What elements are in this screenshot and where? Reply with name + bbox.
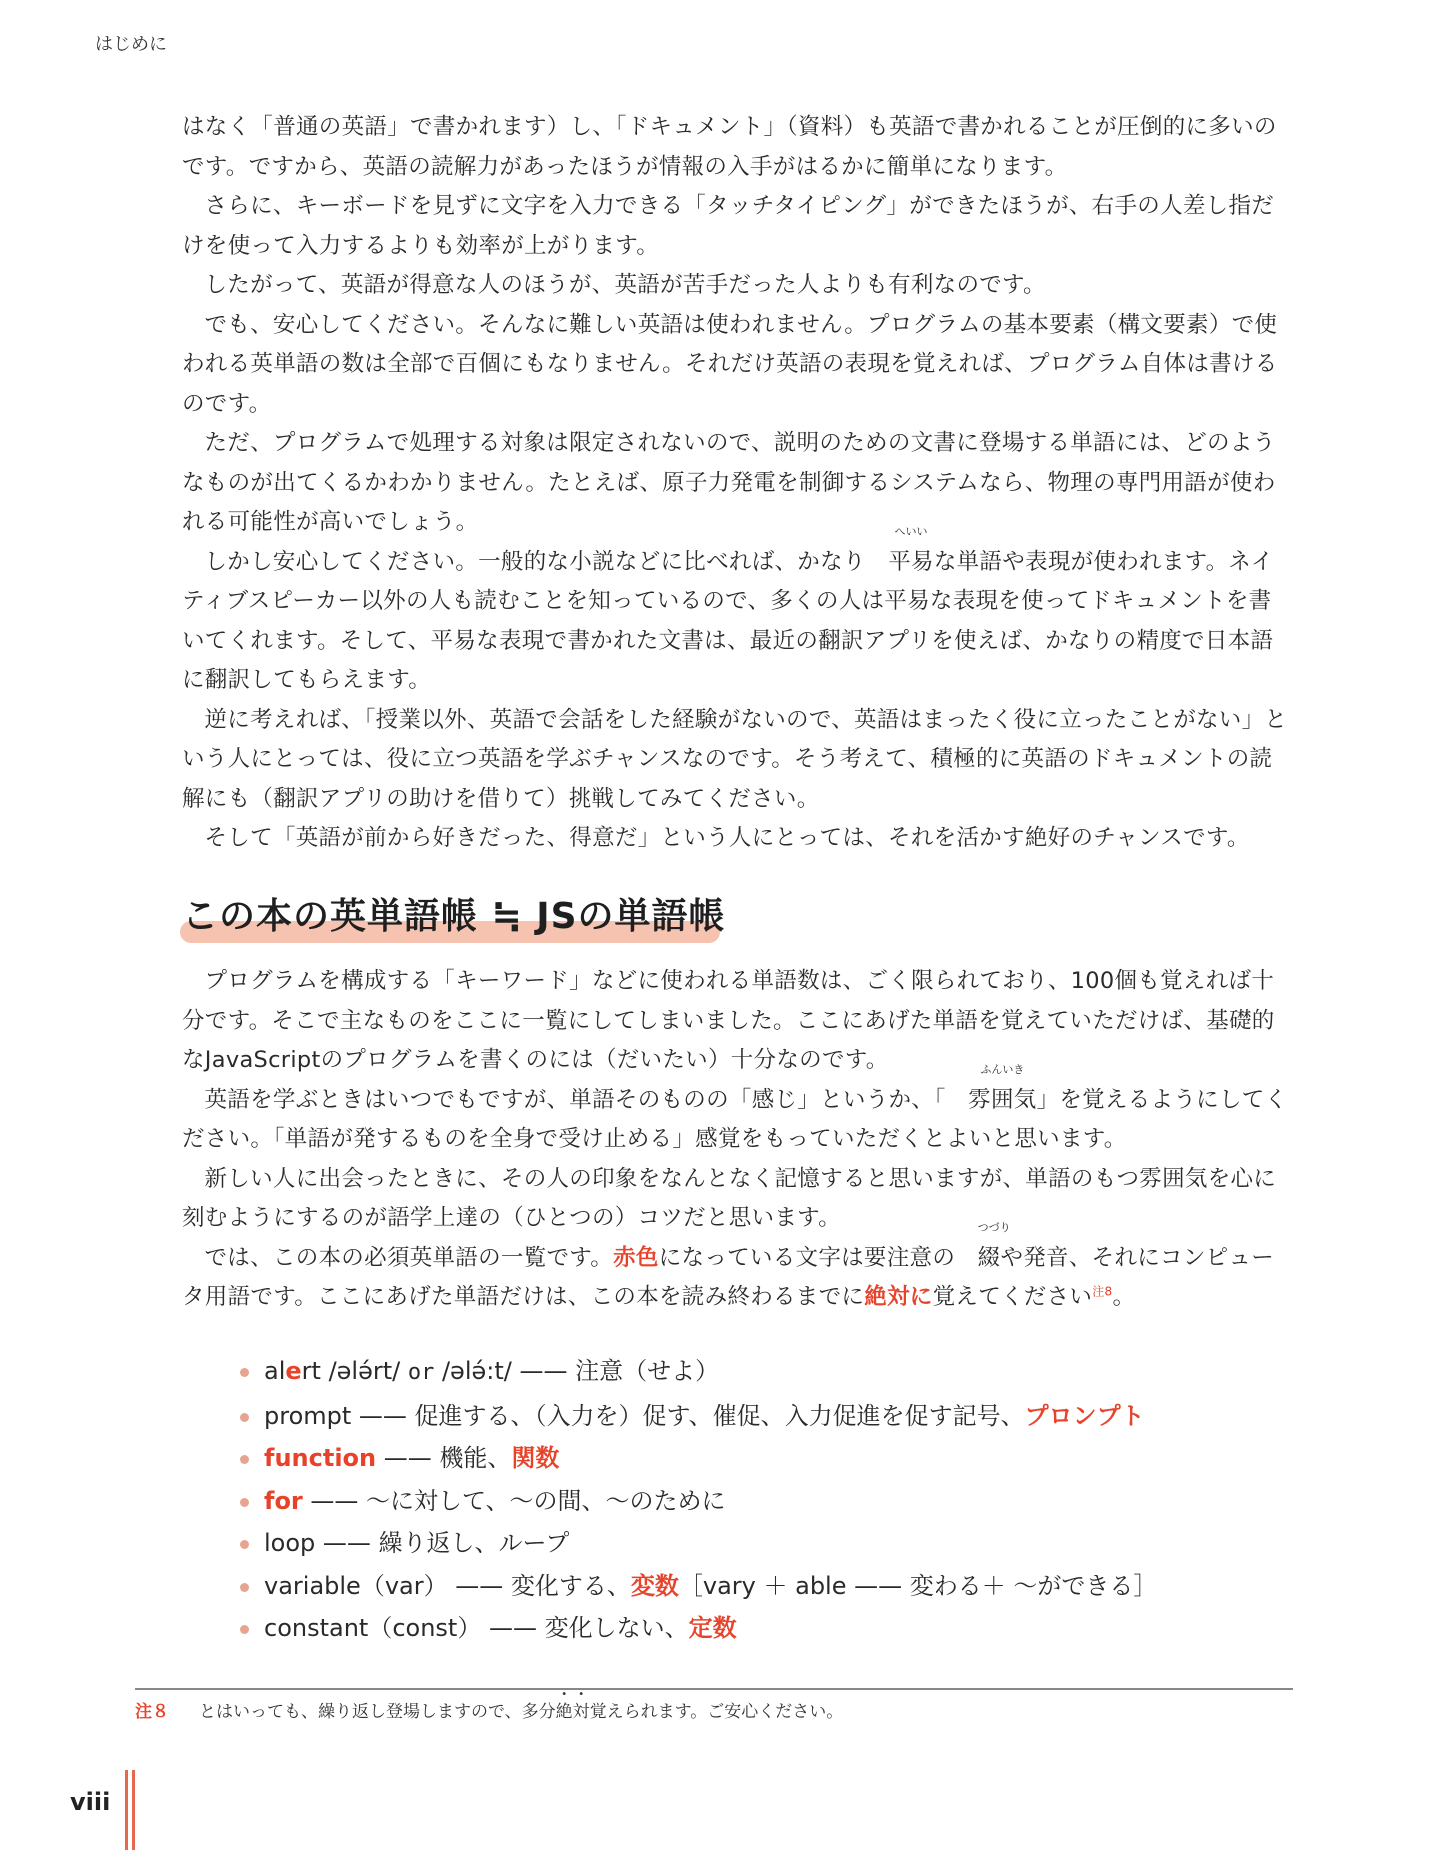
paragraph: 逆に考えれば、「授業以外、英語で会話をした経験がないので、英語はまったく役に立ったことがない」という人にとっては、役に立つ英語を学ぶチャンスなのです。そう考えて、積極的に英語のドキュメントの読解にも（翻訳アプリの助けを借りて）挑戦してみてください。 xyxy=(182,706,1288,812)
vocab-item-for xyxy=(240,1480,1157,1523)
paragraph: そして「英語が前から好きだった、得意だ」という人にとっては、それを活かす絶好のチャンスです。 xyxy=(204,825,1250,851)
paragraph: ただ、プログラムで処理する対象は限定されないので、説明のための文書に登場する単語には、どのようなものが出てくるかわかりません。たとえば、原子力発電を制御するシステムなら、物理の専門用語が使われる可能性が高いでしょう。 xyxy=(182,430,1276,535)
footnote xyxy=(135,1697,843,1722)
meaning: —— 〜に対して、〜の間、〜のために xyxy=(302,1486,726,1515)
paragraph xyxy=(182,1220,1292,1318)
vocab-item-loop xyxy=(240,1522,1157,1565)
ruby-word xyxy=(955,1220,1011,1279)
text: な単語や表現が使われます。ネイティブスピーカー以外の人も読むことを知っているので、多くの人は平易な表現を使ってドキュメントを書いてくれます。そして、平易な表現で書かれた文書は、最近の翻訳アプリを使えば、かなりの精度で日本語に翻訳してもらえます。 xyxy=(182,548,1274,693)
ruby-reading: ふんいき xyxy=(980,1062,1025,1076)
word: rt xyxy=(301,1357,321,1385)
section-body xyxy=(182,962,1292,1318)
paragraph: プログラムを構成する「キーワード」などに使われる単語数は、ごく限られており、100個も覚えれば十分です。そこで主なものをここに一覧にしてしまいました。ここにあげた単語を覚えていただけば、基礎的なJavaScriptのプログラムを書くのには（だいたい）十分なのです。 xyxy=(182,968,1275,1073)
emphasis-char: 対 xyxy=(572,1702,590,1722)
paragraph xyxy=(182,524,1292,701)
red-letter: e xyxy=(285,1357,302,1385)
page-number: viii xyxy=(70,1788,111,1816)
ruby-word xyxy=(946,1062,1037,1121)
ruby-base: 綴 xyxy=(977,1244,1001,1271)
word: prompt xyxy=(264,1401,352,1430)
red-emphasis: 絶対に xyxy=(864,1284,933,1310)
etymology: ［vary ＋ able —— 変わる＋ 〜ができる］ xyxy=(678,1571,1158,1600)
paragraph: はなく「普通の英語」で書かれます）し、「ドキュメント」（資料）も英語で書かれることが圧倒的に多いのです。ですから、英語の読解力があったほうが情報の入手がはるかに簡単になります。 xyxy=(182,114,1277,180)
vocab-item-variable xyxy=(240,1565,1157,1608)
footnote-label: 注８ xyxy=(135,1702,169,1722)
paragraph: 新しい人に出会ったときに、その人の印象をなんとなく記憶すると思いますが、単語のもつ雰囲気を心に刻むようにするのが語学上達の（ひとつの）コツだと思います。 xyxy=(182,1165,1277,1231)
text: 英語を学ぶときはいつでもですが、単語そのものの「感じ」というか、「 xyxy=(204,1086,946,1113)
vocab-item-constant xyxy=(240,1607,1157,1650)
ruby-word xyxy=(866,524,934,583)
page-bar xyxy=(132,1770,135,1850)
meaning: —— 繰り返し、ループ xyxy=(315,1529,570,1557)
meaning: —— 注意（せよ） xyxy=(511,1357,720,1385)
pronunciation: /ələ́rt/ xyxy=(320,1357,408,1385)
word: loop xyxy=(264,1529,316,1557)
red-emphasis: 定数 xyxy=(688,1614,737,1642)
ruby-reading: つづり xyxy=(977,1220,1011,1234)
text: しかし安心してください。一般的な小説などに比べれば、かなり xyxy=(204,548,866,575)
word: variable（var） xyxy=(264,1571,448,1600)
intro-body xyxy=(182,108,1292,859)
ruby-base: 雰囲気 xyxy=(968,1086,1037,1113)
meaning: —— 変化しない、 xyxy=(481,1614,689,1642)
red-emphasis: 変数 xyxy=(630,1571,679,1600)
page-bar xyxy=(125,1770,128,1850)
ruby-base: 平易 xyxy=(888,548,934,575)
footnote-ref[interactable]: 注8 xyxy=(1092,1284,1113,1299)
red-emphasis: プロンプト xyxy=(1024,1401,1145,1430)
running-head: はじめに xyxy=(95,34,167,55)
word: function xyxy=(264,1444,377,1472)
meaning: —— 促進する、（入力を）促す、催促、入力促進を促す記号、 xyxy=(351,1401,1025,1430)
emphasis-char: 絶 xyxy=(555,1702,573,1722)
or-keyword: or xyxy=(407,1360,435,1385)
vocab-item-alert xyxy=(240,1350,1157,1395)
vocab-item-prompt xyxy=(240,1395,1157,1438)
pronunciation: /ələ́:t/ xyxy=(434,1357,512,1385)
footnote-text: 覚えられます。ご安心ください。 xyxy=(589,1702,844,1722)
meaning: —— 機能、 xyxy=(376,1444,512,1472)
paragraph: したがって、英語が得意な人のほうが、英語が苦手だった人よりも有利なのです。 xyxy=(204,272,1046,298)
word: constant（const） xyxy=(264,1614,482,1642)
word: al xyxy=(264,1357,286,1385)
meaning: —— 変化する、 xyxy=(447,1571,631,1600)
paragraph xyxy=(182,1062,1292,1160)
section-heading: この本の英単語帳 ≒ JSの単語帳 xyxy=(182,896,726,937)
red-emphasis: 赤色 xyxy=(613,1244,659,1271)
vocab-item-function xyxy=(240,1437,1157,1480)
paragraph: でも、安心してください。そんなに難しい英語は使われません。プログラムの基本要素（構文要素）で使われる英単語の数は全部で百個にもなりません。それだけ英語の表現を覚えれば、プログラム自体は書けるのです。 xyxy=(182,311,1278,417)
footnote-text: とはいっても、繰り返し登場しますので、多分 xyxy=(199,1702,556,1722)
word: for xyxy=(264,1486,303,1515)
footnote-divider xyxy=(135,1688,1293,1690)
paragraph: さらに、キーボードを見ずに文字を入力できる「タッチタイピング」ができたほうが、右手の人差し指だけを使って入力するよりも効率が上がります。 xyxy=(182,193,1275,259)
text: 。 xyxy=(1112,1284,1136,1310)
text: では、この本の必須英単語の一覧です。 xyxy=(204,1244,614,1271)
text: になっている文字は要注意の xyxy=(658,1244,956,1271)
ruby-reading: へいい xyxy=(894,524,928,538)
text: 」を覚えるようにしてください。「単語が発するものを全身で受け止める」感覚をもっていただくとよいと思います。 xyxy=(182,1086,1288,1152)
text: や発音、それにコンピュータ用語です。ここにあげた単語だけは、この本を読み終わるまでに xyxy=(182,1244,1275,1310)
text: 覚えてください xyxy=(932,1284,1093,1310)
red-emphasis: 関数 xyxy=(511,1444,560,1472)
vocab-list xyxy=(240,1350,1157,1650)
